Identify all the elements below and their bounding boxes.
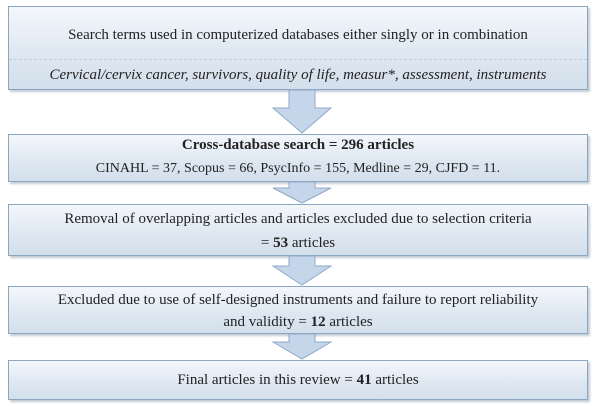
down-arrow-icon [272, 334, 332, 360]
exclusion-text: Excluded due to use of self-designed instruments and failure to report reliability [57, 292, 539, 308]
count-suffix: articles [325, 314, 373, 330]
search-terms-heading: Search terms used in computerized databases either singly or in combination [68, 27, 528, 43]
cross-database-total: Cross-database search = 296 articles [181, 137, 415, 153]
down-arrow-icon [272, 182, 332, 204]
final-prefix: Final articles in this review = [177, 372, 357, 388]
final-articles-line [9, 372, 587, 389]
count-value: 12 [310, 314, 326, 330]
search-terms-box [8, 6, 588, 90]
exclusion-box [8, 286, 588, 334]
count-prefix: = [260, 235, 274, 251]
final-count: 41 [356, 372, 372, 388]
down-arrow-icon [272, 90, 332, 134]
count-value: 53 [273, 235, 289, 251]
down-arrow-icon [272, 256, 332, 286]
database-breakdown: CINAHL = 37, Scopus = 66, PsycInfo = 155, Medline = 29, CJFD = 11. [95, 161, 501, 176]
exclusion-count-line [9, 314, 587, 331]
box-divider [9, 59, 587, 60]
search-terms-list: Cervical/cervix cancer, survivors, quality of life, measur*, assessment, instruments [49, 67, 547, 83]
overlap-removal-count-line [9, 235, 587, 252]
overlap-removal-box [8, 204, 588, 256]
final-suffix: articles [371, 372, 419, 388]
cross-database-search-box [8, 134, 588, 182]
count-prefix: and validity = [223, 314, 311, 330]
overlap-removal-text: Removal of overlapping articles and articles excluded due to selection criteria [64, 211, 532, 227]
final-articles-box [8, 360, 588, 400]
count-suffix: articles [288, 235, 336, 251]
